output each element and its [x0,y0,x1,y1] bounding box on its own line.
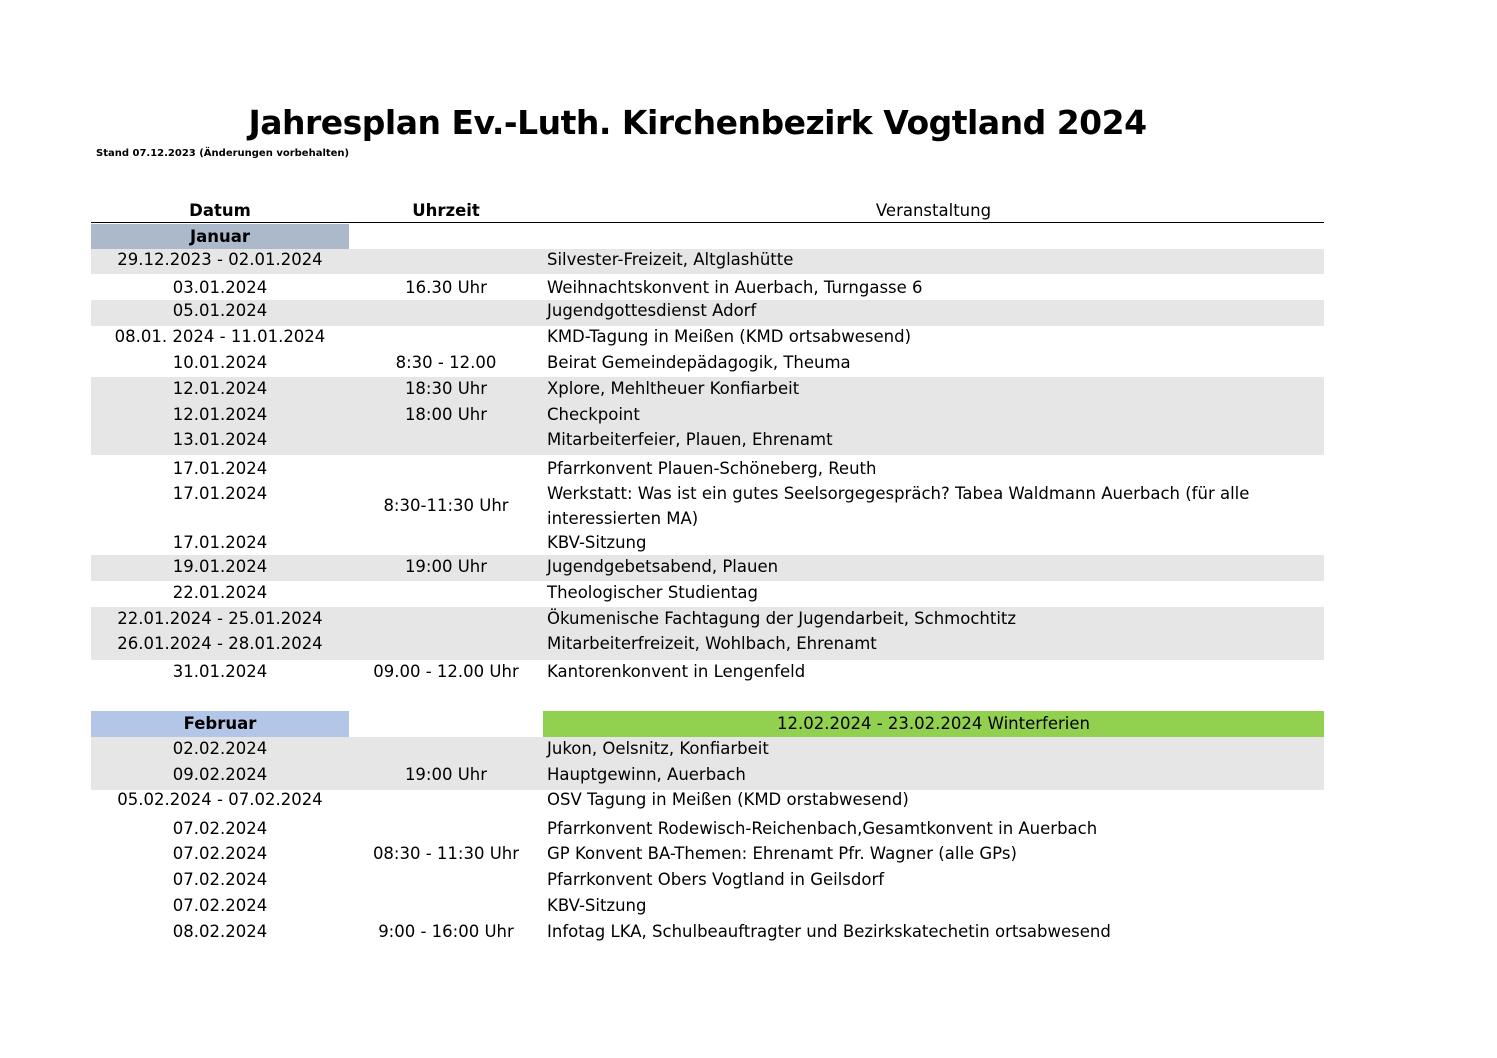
row-time: 9:00 - 16:00 Uhr [378,922,514,941]
row-event: Theologischer Studientag [547,583,758,602]
row-date: 07.02.2024 [172,896,268,915]
row-time: 8:30-11:30 Uhr [383,496,509,515]
row-event: Checkpoint [547,405,640,424]
row-date: 26.01.2024 - 28.01.2024 [117,634,323,653]
row-date: 31.01.2024 [172,662,268,681]
row-time: 08:30 - 11:30 Uhr [372,844,520,863]
row-date: 12.01.2024 [172,379,268,398]
row-event: KBV-Sitzung [547,896,647,915]
row-event: Mitarbeiterfeier, Plauen, Ehrenamt [547,430,833,449]
row-event: Mitarbeiterfreizeit, Wohlbach, Ehrenamt [547,634,877,653]
column-header-event: Veranstaltung [875,201,992,220]
row-event: Pfarrkonvent Rodewisch-Reichenbach,Gesamtkonvent in Auerbach [547,819,1098,838]
header-divider [91,222,1324,223]
month-header-february: Februar [91,711,349,737]
row-date: 07.02.2024 [172,819,268,838]
row-date: 10.01.2024 [172,353,268,372]
row-date: 12.01.2024 [172,405,268,424]
row-date: 05.01.2024 [172,301,268,320]
row-event: Hauptgewinn, Auerbach [547,765,746,784]
row-event: Kantorenkonvent in Lengenfeld [547,662,806,681]
row-time: 8:30 - 12.00 [395,353,497,372]
row-date: 13.01.2024 [172,430,268,449]
column-header-time: Uhrzeit [412,201,480,220]
column-header-date: Datum [189,201,251,220]
row-date: 02.02.2024 [172,739,268,758]
month-header-january: Januar [91,224,349,249]
row-date: 03.01.2024 [172,278,268,297]
holiday-banner: 12.02.2024 - 23.02.2024 Winterferien [543,711,1324,737]
row-date: 07.02.2024 [172,870,268,889]
row-time: 18:30 Uhr [404,379,488,398]
row-event: KMD-Tagung in Meißen (KMD ortsabwesend) [547,327,912,346]
row-time: 16.30 Uhr [405,278,487,297]
row-date: 17.01.2024 [172,533,268,552]
row-date: 08.01. 2024 - 11.01.2024 [114,327,326,346]
row-event: Jugendgebetsabend, Plauen [547,557,779,576]
row-time: 19:00 Uhr [404,765,488,784]
row-event: Xplore, Mehltheuer Konfiarbeit [547,379,800,398]
row-date: 17.01.2024 [172,484,268,503]
page-title: Jahresplan Ev.-Luth. Kirchenbezirk Vogtland 2024 [248,103,1147,142]
row-event: Silvester-Freizeit, Altglashütte [547,250,794,269]
row-date: 22.01.2024 - 25.01.2024 [117,609,323,628]
row-time: 19:00 Uhr [404,557,488,576]
row-event: Werkstatt: Was ist ein gutes Seelsorgegespräch? Tabea Waldmann Auerbach (für alle interessierten MA) [547,484,1250,528]
row-date: 17.01.2024 [172,459,268,478]
row-event: KBV-Sitzung [547,533,647,552]
page-subtitle: Stand 07.12.2023 (Änderungen vorbehalten) [96,148,350,159]
row-date: 05.02.2024 - 07.02.2024 [117,790,323,809]
row-date: 22.01.2024 [172,583,268,602]
row-date: 29.12.2023 - 02.01.2024 [117,250,323,269]
row-event: Weihnachtskonvent in Auerbach, Turngasse 6 [547,278,923,297]
row-event: Beirat Gemeindepädagogik, Theuma [547,353,851,372]
row-date: 07.02.2024 [172,844,268,863]
row-event: OSV Tagung in Meißen (KMD orstabwesend) [547,790,909,809]
row-event: Pfarrkonvent Plauen-Schöneberg, Reuth [547,459,877,478]
row-date: 08.02.2024 [172,922,268,941]
row-event: Jugendgottesdienst Adorf [547,301,757,320]
row-event: GP Konvent BA-Themen: Ehrenamt Pfr. Wagner (alle GPs) [547,844,1017,863]
row-event: Jukon, Oelsnitz, Konfiarbeit [547,739,769,758]
row-date: 09.02.2024 [172,765,268,784]
row-time: 18:00 Uhr [404,405,488,424]
row-date: 19.01.2024 [172,557,268,576]
row-event: Infotag LKA, Schulbeauftragter und Bezirkskatechetin ortsabwesend [547,922,1111,941]
row-event: Ökumenische Fachtagung der Jugendarbeit, Schmochtitz [547,609,1017,628]
row-time: 09.00 - 12.00 Uhr [373,662,519,681]
row-event: Pfarrkonvent Obers Vogtland in Geilsdorf [547,870,885,889]
